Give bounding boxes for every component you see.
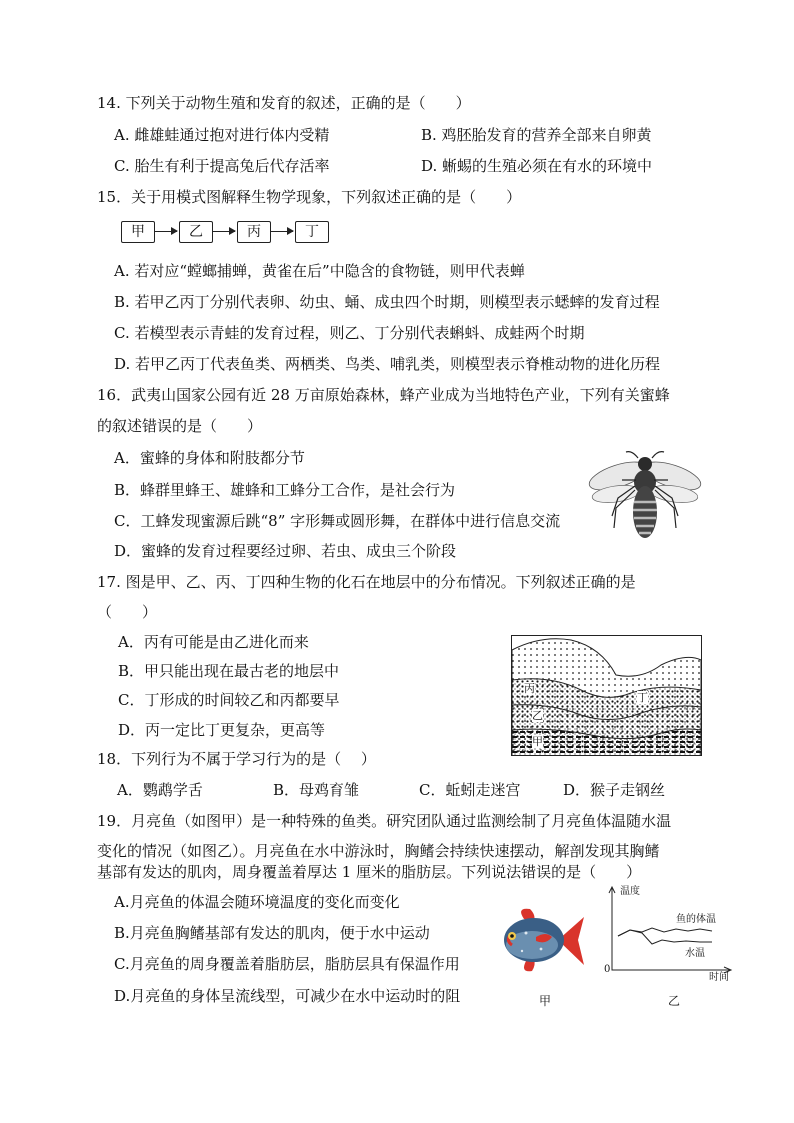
q18-option-b: B．母鸡育雏	[273, 781, 360, 799]
stratum-label-ding: 丁	[637, 691, 648, 704]
chart-fish-temp-label: 鱼的体温	[676, 914, 716, 925]
q17-option-d: D．丙一定比丁更复杂，更高等	[118, 721, 326, 739]
q16-stem-line2: 的叙述错误的是（ ）	[97, 417, 263, 435]
q16-option-a: A．蜜蜂的身体和附肢都分节	[114, 449, 305, 467]
q19-option-a: A.月亮鱼的体温会随环境温度的变化而变化	[114, 893, 400, 911]
q19-option-c: C.月亮鱼的周身覆盖着脂肪层，脂肪层具有保温作用	[114, 955, 460, 973]
q14-option-b: B. 鸡胚胎发育的营养全部来自卵黄	[421, 126, 652, 144]
q14-option-d: D. 蜥蜴的生殖必须在有水的环境中	[421, 157, 653, 175]
q18-option-a: A．鹦鹉学舌	[117, 781, 203, 799]
q16-option-d: D．蜜蜂的发育过程要经过卵、若虫、成虫三个阶段	[114, 542, 457, 560]
q19-stem-line1: 19．月亮鱼（如图甲）是一种特殊的鱼类。研究团队通过监测绘制了月亮鱼体温随水温	[97, 812, 672, 830]
q18-stem: 18．下列行为不属于学习行为的是（ ）	[97, 750, 376, 768]
q15-option-d: D. 若甲乙丙丁代表鱼类、两栖类、鸟类、哺乳类，则模型表示脊椎动物的进化历程	[114, 355, 661, 373]
q16-stem-line1: 16．武夷山国家公园有近 28 万亩原始森林，蜂产业成为当地特色产业，下列有关蜜蜂	[97, 386, 670, 404]
model-box-yi: 乙	[179, 221, 213, 243]
q19-option-d: D.月亮鱼的身体呈流线型，可减少在水中运动时的阻	[114, 987, 461, 1005]
q14-stem: 14. 下列关于动物生殖和发育的叙述，正确的是（ ）	[97, 94, 471, 112]
q19-option-b: B.月亮鱼胸鳍基部有发达的肌肉，便于水中运动	[114, 924, 430, 942]
q19-stem-line2: 变化的情况（如图乙）。月亮鱼在水中游泳时，胸鳍会持续快速摆动，解剖发现其胸鳍	[97, 842, 660, 860]
q16-option-c: C．工蜂发现蜜源后跳“8” 字形舞或圆形舞，在群体中进行信息交流	[114, 512, 561, 530]
q15-option-b: B. 若甲乙丙丁分别代表卵、幼虫、蛹、成虫四个时期，则模型表示蟋蟀的发育过程	[114, 293, 660, 311]
fossil-strata-figure	[511, 635, 702, 756]
model-box-bing: 丙	[237, 221, 271, 243]
stratum-label-bing: 丙	[524, 682, 535, 695]
temperature-chart	[600, 884, 740, 984]
stratum-label-yi: 乙	[532, 709, 543, 722]
q17-option-c: C．丁形成的时间较乙和丙都要早	[118, 691, 340, 709]
bee-image	[588, 450, 702, 546]
stratum-label-jia: 甲	[532, 735, 543, 748]
q15-option-a: A. 若对应“螳螂捕蝉，黄雀在后”中隐含的食物链，则甲代表蝉	[114, 262, 525, 280]
temperature-chart-svg	[600, 884, 740, 984]
q19-stem-line3: 基部有发达的肌肉，周身覆盖着厚达 1 厘米的脂肪层。下列说法错误的是（ ）	[97, 863, 642, 881]
q17-stem-line2: （ ）	[97, 603, 158, 621]
chart-xlabel: 时间	[709, 972, 729, 983]
q17-option-a: A．丙有可能是由乙进化而来	[118, 633, 309, 651]
model-arrow	[155, 231, 177, 232]
chart-ylabel: 温度	[620, 886, 640, 897]
q14-option-c: C. 胎生有利于提高兔后代存活率	[114, 157, 330, 175]
figure-label-yi: 乙	[668, 994, 681, 1008]
q18-option-c: C．蚯蚓走迷宫	[419, 781, 521, 799]
model-arrow	[271, 231, 293, 232]
moonfish-image	[496, 905, 586, 975]
model-arrow	[213, 231, 235, 232]
q14-option-a: A. 雌雄蛙通过抱对进行体内受精	[114, 126, 330, 144]
q15-stem: 15．关于用模式图解释生物学现象，下列叙述正确的是（ ）	[97, 188, 522, 206]
q16-option-b: B．蜂群里蜂王、雄蜂和工蜂分工合作，是社会行为	[114, 481, 456, 499]
q15-option-c: C. 若模型表示青蛙的发育过程，则乙、丁分别代表蝌蚪、成蛙两个时期	[114, 324, 585, 342]
q17-stem-line1: 17. 图是甲、乙、丙、丁四种生物的化石在地层中的分布情况。下列叙述正确的是	[97, 573, 636, 591]
chart-water-temp-label: 水温	[685, 948, 705, 959]
chart-origin: 0	[604, 964, 611, 975]
model-box-jia: 甲	[121, 221, 155, 243]
model-box-ding: 丁	[295, 221, 329, 243]
figure-label-jia: 甲	[539, 994, 552, 1008]
q17-option-b: B．甲只能出现在最古老的地层中	[118, 662, 340, 680]
q18-option-d: D．猴子走钢丝	[563, 781, 666, 799]
